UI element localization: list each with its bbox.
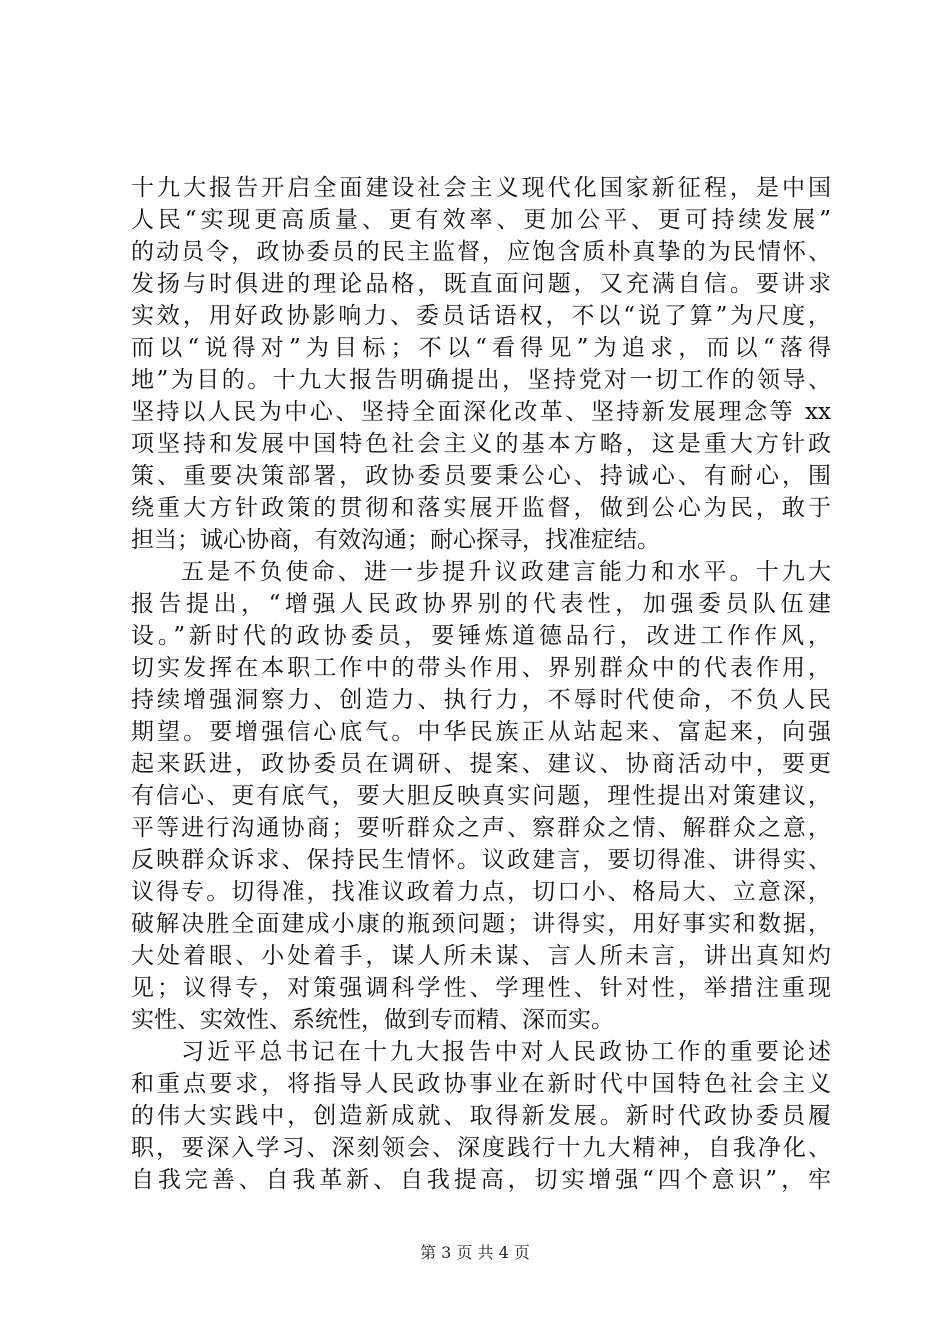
paragraph-line: 坚持以人民为中心、坚持全面深化改革、坚持新发展理念等 xx [131,399,831,425]
paragraph-line: 持续增强洞察力、创造力、执行力，不辱时代使命，不负人民 [131,687,831,713]
paragraph-line: 地”为目的。十九大报告明确提出，坚持党对一切工作的领导、 [131,367,831,393]
paragraph-line: 担当；诚心协商，有效沟通；耐心探寻，找准症结。 [131,527,660,553]
paragraph-line: 十九大报告开启全面建设社会主义现代化国家新征程，是中国 [131,175,831,201]
paragraph [131,172,831,556]
paragraph-line: 实性、实效性、系统性，做到专而精、深而实。 [131,1007,614,1033]
paragraph-line: 见；议得专，对策强调科学性、学理性、针对性，举措注重现 [131,975,831,1001]
paragraph-line: 人民“实现更高质量、更有效率、更加公平、更可持续发展” [131,207,831,233]
paragraph-line: 设。”新时代的政协委员，要锤炼道德品行，改进工作作风， [131,623,831,649]
paragraph-line: 策、重要决策部署，政协委员要秉公心、持诚心、有耐心，围 [131,463,831,489]
paragraph-line: 绕重大方针政策的贯彻和落实展开监督，做到公心为民，敢于 [131,495,831,521]
paragraph [131,1036,831,1196]
document-body [131,172,831,1196]
paragraph-line: 切实发挥在本职工作中的带头作用、界别群众中的代表作用， [131,655,831,681]
paragraph-line: 大处着眼、小处着手，谋人所未谋、言人所未言，讲出真知灼 [131,943,831,969]
paragraph-line: 自我完善、自我革新、自我提高，切实增强“四个意识”，牢 [131,1167,831,1193]
paragraph-line: 习近平总书记在十九大报告中对人民政协工作的重要论述 [181,1039,831,1065]
paragraph-line: 起来跃进，政协委员在调研、提案、建议、协商活动中，要更 [131,751,831,777]
paragraph-line: 的动员令，政协委员的民主监督，应饱含质朴真挚的为民情怀、 [131,239,831,265]
paragraph-line: 议得专。切得准，找准议政着力点，切口小、格局大、立意深， [131,879,831,905]
paragraph-line: 有信心、更有底气，要大胆反映真实问题，理性提出对策建议， [131,783,831,809]
paragraph-line: 而以“说得对”为目标；不以“看得见”为追求，而以“落得 [131,335,831,361]
paragraph-line: 的伟大实践中，创造新成就、取得新发展。新时代政协委员履 [131,1103,831,1129]
page-footer: 第 3 页 共 4 页 [420,1243,530,1262]
paragraph-line: 平等进行沟通协商；要听群众之声、察群众之情、解群众之意， [131,815,831,841]
paragraph [131,556,831,1036]
paragraph-line: 五是不负使命、进一步提升议政建言能力和水平。十九大 [181,559,831,585]
paragraph-line: 实效，用好政协影响力、委员话语权，不以“说了算”为尺度， [131,303,831,329]
paragraph-line: 和重点要求，将指导人民政协事业在新时代中国特色社会主义 [131,1071,831,1097]
paragraph-line: 期望。要增强信心底气。中华民族正从站起来、富起来，向强 [131,719,831,745]
paragraph-line: 报告提出，“增强人民政协界别的代表性，加强委员队伍建 [131,591,831,617]
paragraph-line: 破解决胜全面建成小康的瓶颈问题；讲得实，用好事实和数据， [131,911,831,937]
paragraph-line: 职，要深入学习、深刻领会、深度践行十九大精神，自我净化、 [131,1135,831,1161]
paragraph-line: 反映群众诉求、保持民生情怀。议政建言，要切得准、讲得实、 [131,847,831,873]
paragraph-line: 项坚持和发展中国特色社会主义的基本方略，这是重大方针政 [131,431,831,457]
paragraph-line: 发扬与时俱进的理论品格，既直面问题，又充满自信。要讲求 [131,271,831,297]
